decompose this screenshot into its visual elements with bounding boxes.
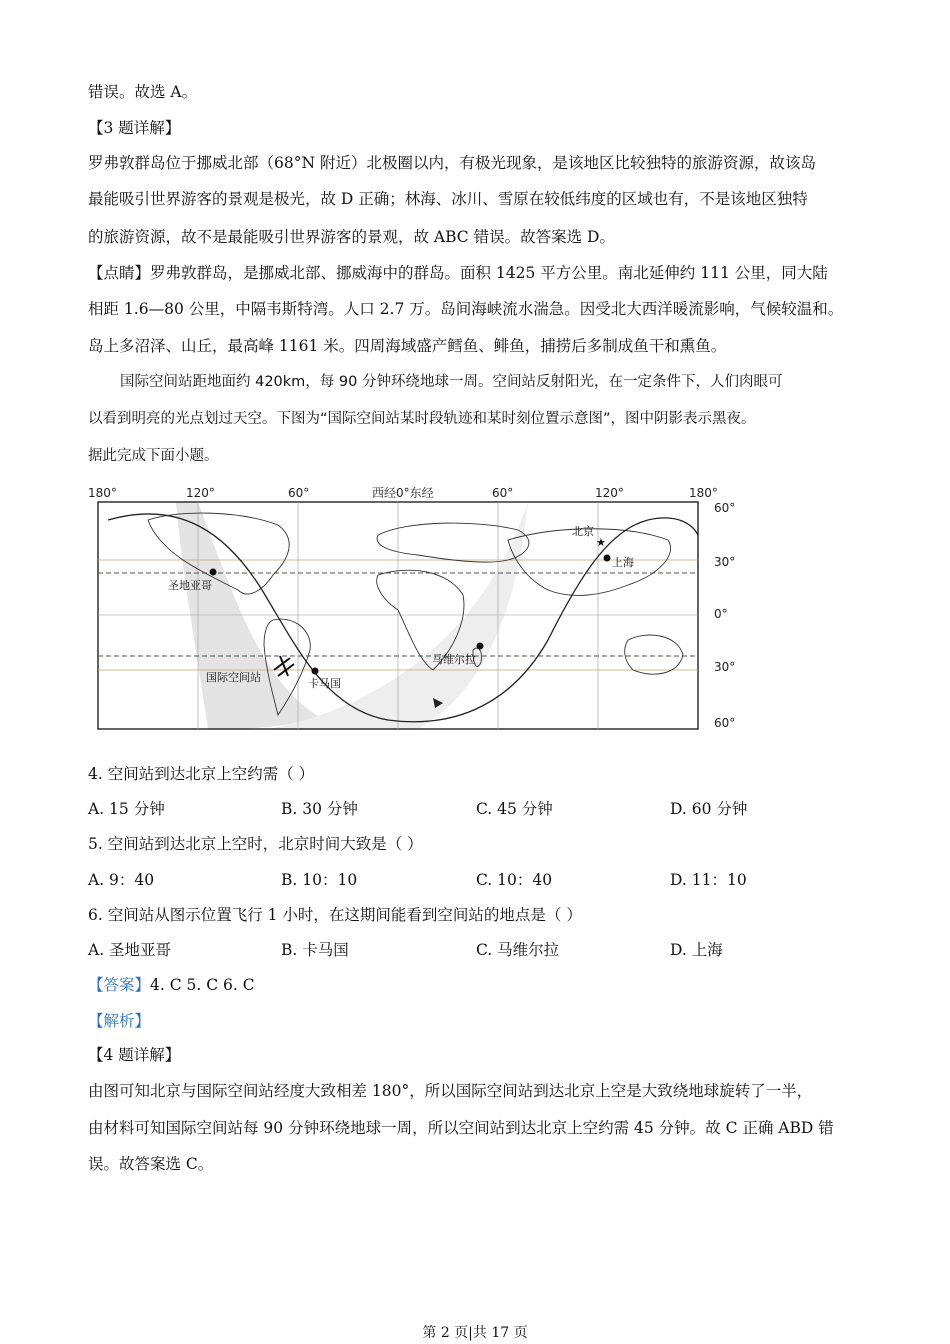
option: B. 30 分钟 <box>281 800 358 818</box>
lat-label: 30° <box>714 555 736 569</box>
page-footer: 第 2 页|共 17 页 <box>422 1325 528 1341</box>
text-line: 最能吸引世界游客的景观是极光，故 D 正确；林海、冰川、雪原在较低纬度的区域也有，不是该地区独特 <box>88 190 808 208</box>
option: B. 10：10 <box>281 871 358 889</box>
question-stem: 5. 空间站到达北京上空时，北京时间大致是（ ） <box>88 835 423 853</box>
answer-line <box>88 975 868 995</box>
text-line: 罗弗敦群岛位于挪威北部（68°N 附近）北极圈以内，有极光现象，是该地区比较独特的旅游资源，故该岛 <box>88 154 816 172</box>
text-line: 错误。故选 A。 <box>88 83 198 101</box>
lon-label: 120° <box>186 486 215 500</box>
text-line: 由材料可知国际空间站每 90 分钟环绕地球一周，所以空间站到达北京上空约需 45 分钟。故 C 正确 ABD 错 <box>88 1119 834 1137</box>
option: D. 60 分钟 <box>670 800 748 818</box>
lon-label: 180° <box>88 486 117 500</box>
text-line: 【点睛】罗弗敦群岛，是挪威北部、挪威海中的群岛。面积 1425 平方公里。南北延伸约 111 公里，同大陆 <box>88 264 828 282</box>
place-label-shanghai: 上海 <box>612 556 634 569</box>
option: C. 45 分钟 <box>476 800 553 818</box>
answer-label: 【答案】 <box>88 976 151 994</box>
place-markers <box>210 536 611 675</box>
analysis-label: 【解析】 <box>88 1012 151 1030</box>
place-label-beijing: 北京 <box>572 525 594 538</box>
option: A. 9：40 <box>88 871 155 889</box>
night-shade-west <box>176 502 318 729</box>
lon-label: 120° <box>595 486 624 500</box>
section-heading: 【3 题详解】 <box>88 119 181 137</box>
option: C. 马维尔拉 <box>476 941 560 959</box>
material-line: 国际空间站距地面约 420km，每 90 分钟环绕地球一周。空间站反射阳光，在一定条件下，人们肉眼可 <box>120 374 783 390</box>
place-label-malaysia: 马维尔拉 <box>432 653 476 666</box>
star-icon: ★ <box>596 536 606 549</box>
iss-icon <box>274 656 294 676</box>
option: A. 15 分钟 <box>88 800 165 818</box>
text-line: 相距 1.6—80 公里，中隔韦斯特湾。人口 2.7 万。岛间海峡流水湍急。因受北大西洋暖流影响，气候较温和。 <box>88 300 844 318</box>
lat-label: 60° <box>714 501 736 515</box>
lat-label: 30° <box>714 660 736 674</box>
lat-label: 0° <box>714 607 728 621</box>
lat-label: 60° <box>714 716 736 730</box>
iss-trajectory-map <box>88 480 748 735</box>
answer-text: 4. C 5. C 6. C <box>150 976 255 994</box>
option: D. 11：10 <box>670 871 747 889</box>
lon-label: 180° <box>689 486 718 500</box>
text-line: 误。故答案选 C。 <box>88 1155 214 1173</box>
text-line: 岛上多沼泽、山丘，最高峰 1161 米。四周海域盛产鳕鱼、鲱鱼，捕捞后多制成鱼干和熏鱼。 <box>88 337 727 355</box>
question-stem: 4. 空间站到达北京上空约需（ ） <box>88 765 315 783</box>
lon-label: 西经0°东经 <box>372 486 434 500</box>
lon-label: 60° <box>288 486 310 500</box>
question-stem: 6. 空间站从图示位置飞行 1 小时，在这期间能看到空间站的地点是（ ） <box>88 906 582 924</box>
lon-label: 60° <box>492 486 514 500</box>
material-line: 据此完成下面小题。 <box>88 448 219 464</box>
option: D. 上海 <box>670 941 723 959</box>
option: A. 圣地亚哥 <box>88 941 172 959</box>
place-label-iss: 国际空间站 <box>206 671 261 684</box>
option: C. 10：40 <box>476 871 553 889</box>
place-label-santiago: 圣地亚哥 <box>168 579 212 592</box>
option: B. 卡马国 <box>281 941 349 959</box>
text-line: 的旅游资源，故不是最能吸引世界游客的景观，故 ABC 错误。故答案选 D。 <box>88 228 615 246</box>
material-line: 以看到明亮的光点划过天空。下图为“国际空间站某时段轨迹和某时刻位置示意图”，图中阴影表示黑夜。 <box>88 411 756 427</box>
place-label-kama: 卡马国 <box>308 677 341 690</box>
text-line: 由图可知北京与国际空间站经度大致相差 180°，所以国际空间站到达北京上空是大致绕地球旋转了一半， <box>88 1082 813 1100</box>
section-heading: 【4 题详解】 <box>88 1046 181 1064</box>
